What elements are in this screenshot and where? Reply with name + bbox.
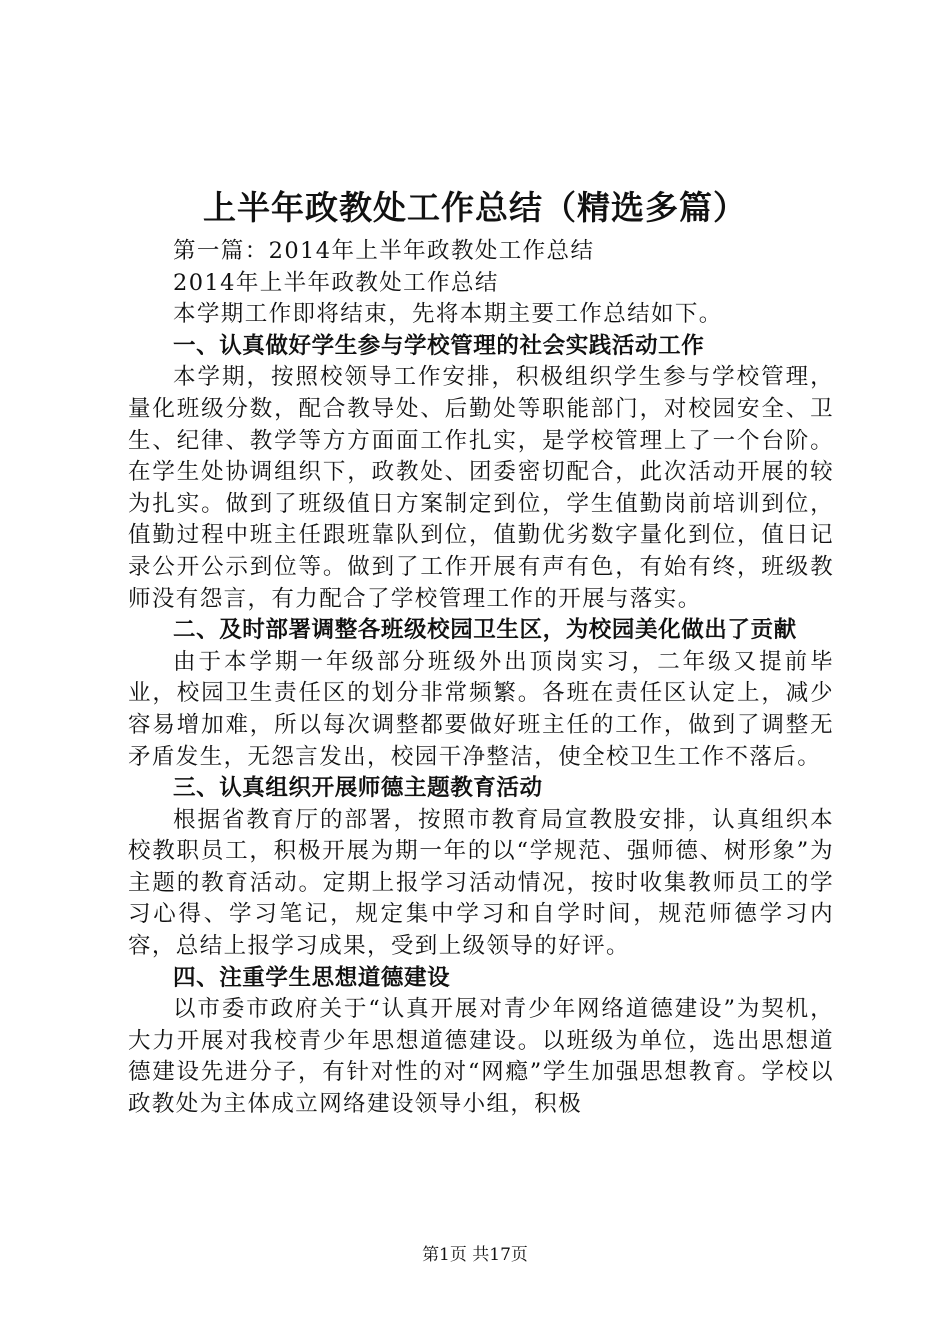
- body-paragraph-3: 根据省教育厅的部署，按照市教育局宣教股安排，认真组织本校教职员工，积极开展为期一年的以“学规范、强师德、树形象”为主题的教育活动。定期上报学习活动情况，按时收集教师员工的学习心得、学习笔记，规定集中学习和自学时间，规范师德学习内容，总结上报学习成果，受到上级领导的好评。: [128, 806, 834, 960]
- body-paragraph-2: 由于本学期一年级部分班级外出顶岗实习，二年级又提前毕业，校园卫生责任区的划分非常频繁。各班在责任区认定上，减少容易增加难，所以每次调整都要做好班主任的工作，做到了调整无矛盾发生，无怨言发出，校园干净整洁，使全校卫生工作不落后。: [128, 648, 834, 770]
- document-title: 上半年政教处工作总结（精选多篇）: [203, 188, 747, 227]
- body-paragraph-1: 本学期，按照校领导工作安排，积极组织学生参与学校管理，量化班级分数，配合教导处、后勤处等职能部门，对校园安全、卫生、纪律、教学等方方面面工作扎实，是学校管理上了一个台阶。在学生处协调组织下，政教处、团委密切配合，此次活动开展的较为扎实。做到了班级值日方案制定到位，学生值勤岗前培训到位，值勤过程中班主任跟班靠队到位，值勤优劣数字量化到位，值日记录公开公示到位等。做到了工作开展有声有色，有始有终，班级教师没有怨言，有力配合了学校管理工作的开展与落实。: [128, 364, 834, 612]
- intro-paragraph: 本学期工作即将结束，先将本期主要工作总结如下。: [173, 301, 723, 328]
- subtitle: 2014年上半年政教处工作总结: [173, 269, 499, 296]
- section-heading-4: 四、注重学生思想道德建设: [173, 964, 451, 991]
- document-body: [128, 236, 834, 1121]
- section-heading-1: 一、认真做好学生参与学校管理的社会实践活动工作: [173, 332, 705, 359]
- section-heading-2: 二、及时部署调整各班级校园卫生区，为校园美化做出了贡献: [173, 617, 797, 644]
- body-paragraph-4: 以市委市政府关于“认真开展对青少年网络道德建设”为契机，大力开展对我校青少年思想道德建设。以班级为单位，选出思想道德建设先进分子，有针对性的对“网瘾”学生加强思想教育。学校以政教处为主体成立网络建设领导小组，积极: [128, 996, 834, 1118]
- section-heading-3: 三、认真组织开展师德主题教育活动: [173, 775, 543, 802]
- page-footer: 第1页 共17页: [422, 1245, 528, 1265]
- section-label: 第一篇：2014年上半年政教处工作总结: [173, 238, 595, 264]
